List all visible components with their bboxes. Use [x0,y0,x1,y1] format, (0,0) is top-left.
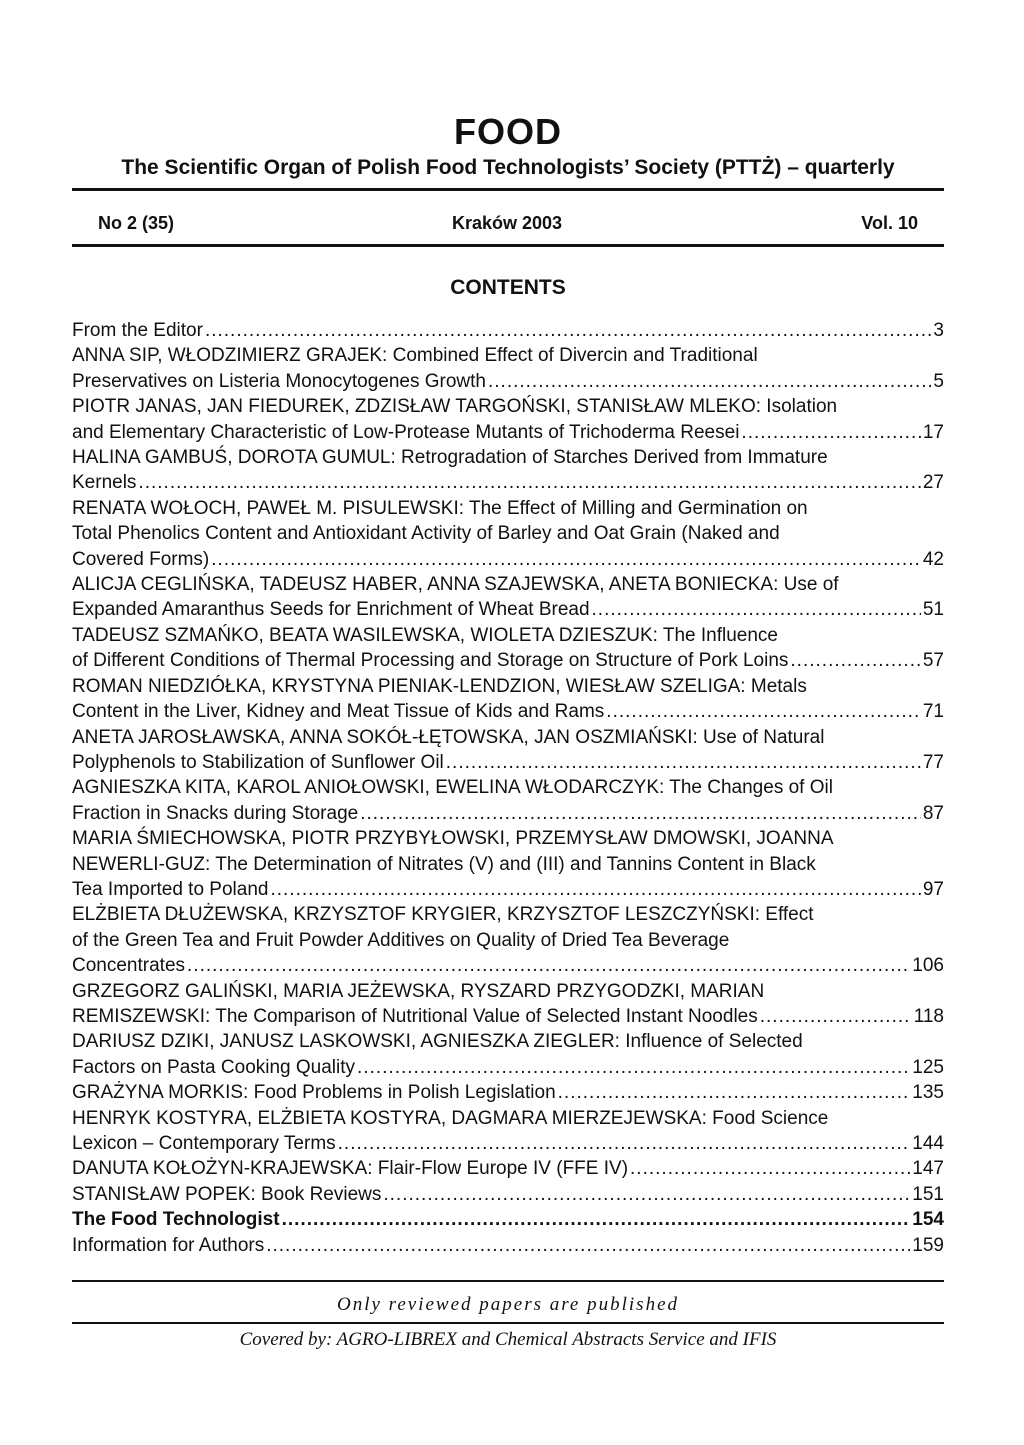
toc-entry-line: ROMAN NIEDZIÓŁKA, KRYSTYNA PIENIAK-LENDZION, WIESŁAW SZELIGA: Metals [72,675,807,697]
toc-dot-leader [205,318,931,343]
issue-meta [72,210,944,236]
toc-entry-last-line [72,318,944,343]
toc-page-number: 71 [922,701,944,723]
toc-entry-last-line [72,597,944,622]
toc-entry-title: From the Editor [72,320,203,341]
toc-entry-last-line [72,1182,944,1207]
toc-entry [72,725,944,776]
toc-entry-title: of Different Conditions of Thermal Processing and Storage on Structure of Pork Loins [72,650,789,672]
toc-entry-last-line [72,1080,944,1105]
footer-rule-top [72,1280,944,1282]
toc-dot-leader [760,1004,912,1029]
toc-dot-leader [630,1156,910,1181]
issue-volume: Vol. 10 [861,213,918,233]
toc-entry [72,318,944,343]
toc-entry-line: MARIA ŚMIECHOWSKA, PIOTR PRZYBYŁOWSKI, PRZEMYSŁAW DMOWSKI, JOANNA [72,828,834,850]
toc-page-number: 42 [922,548,944,570]
toc-entry [72,1182,944,1207]
toc-dot-leader [383,1182,910,1207]
toc-entry-line: GRZEGORZ GALIŃSKI, MARIA JEŻEWSKA, RYSZARD PRZYGODZKI, MARIAN [72,980,765,1002]
toc-entry-last-line [72,1207,944,1232]
toc-entry-line: PIOTR JANAS, JAN FIEDUREK, ZDZISŁAW TARGOŃSKI, STANISŁAW MLEKO: Isolation [72,396,838,418]
toc-entry-title: GRAŻYNA MORKIS: Food Problems in Polish Legislation [72,1082,556,1104]
toc-entry-title: Polyphenols to Stabilization of Sunflower Oil [72,751,444,773]
toc-entry [72,394,944,445]
toc-page-number: 51 [922,599,944,621]
toc-dot-leader [282,1207,911,1232]
table-of-contents [72,318,944,1258]
toc-entry-title: Factors on Pasta Cooking Quality [72,1056,356,1078]
issue-number: No 2 (35) [98,213,175,233]
toc-entry [72,674,944,725]
toc-entry-title: REMISZEWSKI: The Comparison of Nutritional Value of Selected Instant Noodles [72,1005,758,1027]
toc-entry-last-line [72,420,944,445]
toc-entry [72,1207,944,1232]
toc-dot-leader [488,369,931,394]
toc-entry [72,496,944,572]
toc-dot-leader [211,547,921,572]
toc-entry [72,1029,944,1080]
footer-rule-bottom [72,1322,944,1324]
toc-entry-line: TADEUSZ SZMAŃKO, BEATA WASILEWSKA, WIOLETA DZIESZUK: The Influence [72,624,778,646]
toc-entry [72,445,944,496]
journal-subtitle: The Scientific Organ of Polish Food Technologists’ Society (PTTŻ) – quarterly [121,156,895,179]
toc-page-number: 3 [933,320,944,341]
toc-entry [72,902,944,978]
toc-page-number: 144 [912,1133,944,1154]
toc-entry-line: ELŻBIETA DŁUŻEWSKA, KRZYSZTOF KRYGIER, KRZYSZTOF LESZCZYŃSKI: Effect [72,904,814,926]
toc-page-number: 77 [922,751,944,773]
toc-entry [72,343,944,394]
toc-entry-line: AGNIESZKA KITA, KAROL ANIOŁOWSKI, EWELINA WŁODARCZYK: The Changes of Oil [72,777,833,799]
toc-dot-leader [606,699,921,724]
toc-page-number: 135 [912,1082,944,1104]
toc-entry-last-line [72,750,944,775]
toc-entry-line: HALINA GAMBUŚ, DOROTA GUMUL: Retrogradation of Starches Derived from Immature [72,447,828,469]
toc-dot-leader [138,470,920,495]
toc-page-number: 5 [933,370,944,392]
header-rule-top [72,188,944,191]
covered-by-note: Covered by: AGRO-LIBREX and Chemical Abstracts Service and IFIS [239,1329,777,1350]
toc-dot-leader [187,953,910,978]
toc-entry-title: Content in the Liver, Kidney and Meat Tissue of Kids and Rams [72,701,605,723]
toc-page-number: 125 [912,1056,944,1078]
toc-entry-title: Information for Authors [72,1234,265,1256]
toc-entry [72,979,944,1030]
toc-entry-title: STANISŁAW POPEK: Book Reviews [72,1183,382,1205]
reviewed-note: Only reviewed papers are published [336,1294,680,1315]
toc-page-number: 147 [912,1158,944,1180]
toc-entry-last-line [72,699,944,724]
toc-entry [72,775,944,826]
toc-entry-title: Fraction in Snacks during Storage [72,802,359,824]
toc-entry-line: ANNA SIP, WŁODZIMIERZ GRAJEK: Combined Effect of Divercin and Traditional [72,345,758,367]
toc-entry-last-line [72,1156,944,1181]
toc-dot-leader [446,750,921,775]
toc-entry [72,1156,944,1181]
toc-entry-last-line [72,1131,944,1156]
issue-place-year: Kraków 2003 [452,213,563,233]
toc-page-number: 118 [913,1005,944,1027]
toc-entry-last-line [72,648,944,673]
toc-page-number: 97 [922,878,944,900]
toc-entry-last-line [72,1233,944,1258]
toc-entry [72,1080,944,1105]
toc-entry-line: HENRYK KOSTYRA, ELŻBIETA KOSTYRA, DAGMARA MIERZEJEWSKA: Food Science [72,1107,829,1129]
toc-dot-leader [790,648,920,673]
toc-page-number: 154 [912,1209,944,1231]
toc-dot-leader [360,801,921,826]
toc-entry-line: Total Phenolics Content and Antioxidant Activity of Barley and Oat Grain (Naked and [72,523,780,545]
toc-entry-title: Expanded Amaranthus Seeds for Enrichment of Wheat Bread [72,599,590,621]
toc-entry-title: Concentrates [72,955,186,977]
toc-dot-leader [741,420,920,445]
toc-entry-line: ALICJA CEGLIŃSKA, TADEUSZ HABER, ANNA SZAJEWSKA, ANETA BONIECKA: Use of [72,574,839,596]
toc-entry-last-line [72,953,944,978]
toc-entry [72,826,944,902]
toc-page-number: 87 [922,802,944,824]
toc-entry-line: DARIUSZ DZIKI, JANUSZ LASKOWSKI, AGNIESZKA ZIEGLER: Influence of Selected [72,1031,803,1053]
contents-heading: CONTENTS [450,276,566,299]
toc-page-number: 159 [912,1234,944,1256]
toc-entry-last-line [72,801,944,826]
toc-entry-last-line [72,369,944,394]
toc-page-number: 57 [922,650,944,672]
toc-dot-leader [266,1233,910,1258]
toc-page-number: 17 [922,421,944,443]
toc-dot-leader [357,1055,910,1080]
toc-entry-title: DANUTA KOŁOŻYN-KRAJEWSKA: Flair-Flow Europe IV (FFE IV) [72,1158,629,1180]
toc-entry-title: Kernels [72,472,137,494]
toc-dot-leader [270,877,920,902]
toc-entry [72,1106,944,1157]
toc-entry-title: Preservatives on Listeria Monocytogenes Growth [72,370,486,392]
toc-entry [72,1233,944,1258]
toc-entry-line: NEWERLI-GUZ: The Determination of Nitrates (V) and (III) and Tannins Content in Black [72,853,816,875]
toc-entry-line: RENATA WOŁOCH, PAWEŁ M. PISULEWSKI: The Effect of Milling and Germination on [72,497,808,519]
toc-dot-leader [592,597,921,622]
toc-entry [72,572,944,623]
toc-entry-line: of the Green Tea and Fruit Powder Additives on Quality of Dried Tea Beverage [72,929,730,951]
toc-entry-title: Tea Imported to Poland [72,878,269,900]
toc-entry-title: The Food Technologist [72,1209,280,1231]
toc-page-number: 106 [912,955,944,977]
toc-page-number: 27 [922,472,944,494]
toc-entry-last-line [72,1004,944,1029]
toc-entry-title: and Elementary Characteristic of Low-Protease Mutants of Trichoderma Reesei [72,421,740,443]
toc-entry-last-line [72,877,944,902]
toc-entry-line: ANETA JAROSŁAWSKA, ANNA SOKÓŁ-ŁĘTOWSKA, JAN OSZMIAŃSKI: Use of Natural [72,726,825,748]
toc-dot-leader [558,1080,911,1105]
toc-entry [72,623,944,674]
toc-entry-title: Lexicon – Contemporary Terms [72,1133,336,1154]
toc-page-number: 151 [912,1183,944,1205]
toc-entry-title: Covered Forms) [72,548,210,570]
toc-dot-leader [338,1131,911,1156]
toc-entry-last-line [72,470,944,495]
journal-title: FOOD [454,111,562,152]
toc-entry-last-line [72,547,944,572]
header-rule-bottom [72,244,944,247]
toc-entry-last-line [72,1055,944,1080]
